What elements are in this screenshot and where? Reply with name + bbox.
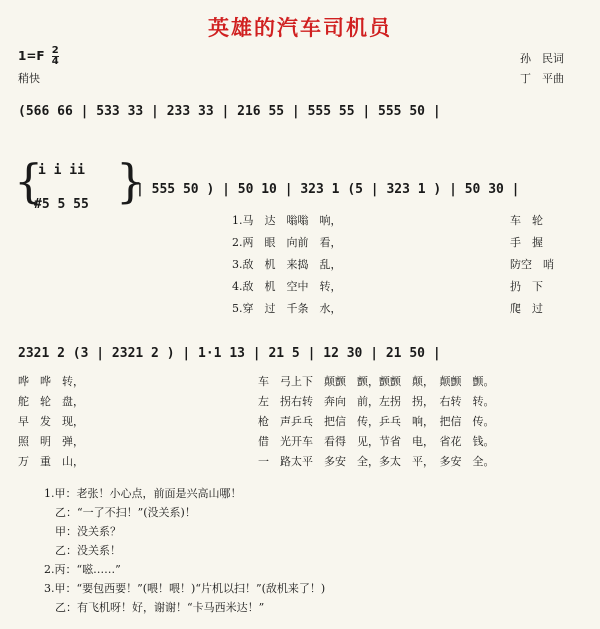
lyrics-lower-left [18, 372, 84, 472]
lyric-lower-4: 照 明 弹， [18, 435, 84, 448]
lyric-verse-5-end: 爬 过 [510, 302, 543, 315]
dialogue-block [44, 484, 325, 617]
chord-bottom-notes: #5 5 55 [34, 197, 89, 212]
lyrics-upper-right [510, 210, 554, 320]
score-line-1: (566 66 | 533 33 | 233 33 | 216 55 | 555 55 | 555 50 | [18, 104, 441, 119]
dialogue-line-5: 2.丙：“嗞……” [44, 563, 121, 576]
lyric-lower-1: 哗 哗 转， [18, 375, 84, 388]
chord-brace-close: } [116, 154, 146, 208]
lyric-verse-5: 5.穿 过 千条 水， [232, 302, 342, 315]
chord-brace: { [14, 154, 44, 208]
key-label: 1=F [18, 49, 45, 63]
lyric-lower-2-end: 左 拐右转 奔向 前，左拐 拐， 右转 转。 [258, 395, 495, 408]
score-line-3: 2321 2 (3 | 2321 2 ) | 1·1 13 | 21 5 | 12 30 | 21 50 | [18, 346, 441, 361]
lyrics-lower-right [258, 372, 495, 472]
tempo-marking: 稍快 [18, 72, 40, 85]
dialogue-line-6: 3.甲：“要包西要！”(喂！喂！)“片机以扫！”(敌机来了！) [44, 582, 326, 595]
lyric-verse-3: 3.敌 机 来捣 乱， [232, 258, 342, 271]
lyrics-upper [232, 210, 342, 320]
key-signature [18, 46, 59, 67]
lyric-verse-4-end: 扔 下 [510, 280, 543, 293]
composer-credit: 丁 平曲 [520, 72, 564, 85]
lyric-lower-3-end: 枪 声乒乓 把信 传，乒乓 响， 把信 传。 [258, 415, 495, 428]
song-title: 英雄的汽车司机员 [208, 15, 392, 40]
score-line-2: | 555 50 ) | 50 10 | 323 1 (5 | 323 1 ) | 50 30 | [136, 182, 520, 197]
lyric-lower-5-end: 一 路太平 多安 全，多太 平， 多安 全。 [258, 455, 495, 468]
dialogue-line-3: 甲：没关系？ [44, 525, 121, 538]
lyric-lower-2: 舵 轮 盘， [18, 395, 84, 408]
chord-top-notes: i i ii [38, 163, 85, 178]
dialogue-line-1: 1.甲：老张！小心点，前面是兴高山哪！ [44, 487, 242, 500]
lyric-lower-5: 万 重 山， [18, 455, 84, 468]
dialogue-line-4: 乙：没关系！ [44, 544, 121, 557]
lyric-verse-2-end: 手 握 [510, 236, 543, 249]
lyric-verse-3-end: 防空 哨 [510, 258, 554, 271]
lyric-verse-4: 4.敌 机 空中 转， [232, 280, 342, 293]
time-numerator: 2 [51, 45, 59, 56]
time-signature [52, 46, 59, 67]
lyric-verse-2: 2.两 眼 向前 看， [232, 236, 342, 249]
lyric-lower-3: 早 发 现， [18, 415, 84, 428]
time-denominator: 4 [51, 56, 59, 67]
lyric-verse-1: 1.马 达 嗡嗡 响， [232, 214, 342, 227]
dialogue-line-7: 乙：有飞机呀！好，谢谢！“卡马西米达！” [44, 601, 265, 614]
lyric-lower-1-end: 车 弓上下 颠颤 颤，颤颤 颠， 颠颤 颤。 [258, 375, 495, 388]
dialogue-line-2: 乙：“一了不扫！”(没关系)！ [44, 506, 196, 519]
lyricist-credit: 孙 民词 [520, 52, 564, 65]
lyric-lower-4-end: 借 光开车 看得 见，节省 电， 省花 钱。 [258, 435, 495, 448]
lyric-verse-1-end: 车 轮 [510, 214, 543, 227]
